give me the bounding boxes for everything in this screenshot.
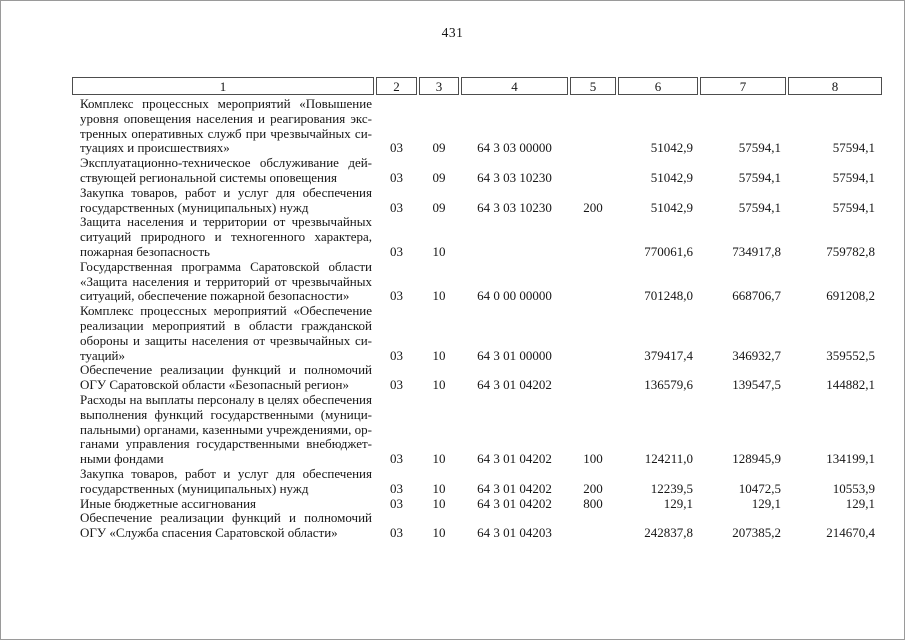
cell-col3: 10 xyxy=(432,243,446,259)
cell-name xyxy=(72,363,374,393)
name-line: реализации мероприятий в области гражданской xyxy=(80,317,372,333)
column-header-7: 7 xyxy=(700,77,786,95)
cell-col3: 10 xyxy=(432,377,446,393)
cell-name xyxy=(72,156,374,186)
cell-name xyxy=(72,467,374,497)
cell-col4: 64 0 00 00000 xyxy=(477,288,552,304)
cell-col3: 10 xyxy=(432,451,446,467)
name-line: ОГУ Саратовской области «Безопасный регион» xyxy=(80,377,350,393)
name-line: туациях и происшествиях» xyxy=(80,140,230,156)
cell-col4: 64 3 01 04202 xyxy=(477,451,552,467)
cell-col4: 64 3 01 04202 xyxy=(477,495,552,511)
cell-col5 xyxy=(570,511,616,541)
cell-col5 xyxy=(570,363,616,393)
name-line: ситуаций природного и техногенного характера, xyxy=(80,229,372,245)
column-header-6: 6 xyxy=(618,77,698,95)
name-line: Эксплуатационно-техническое обслуживание дей- xyxy=(80,155,372,171)
cell-col6: 379417,4 xyxy=(644,347,693,363)
table-row xyxy=(72,95,882,156)
name-line: тренных оперативных служб при чрезвычайных си- xyxy=(80,125,372,141)
cell-col7: 346932,7 xyxy=(732,347,781,363)
name-line: уровня оповещения населения и реагирования экс- xyxy=(80,110,372,126)
cell-name xyxy=(72,304,374,363)
cell-col7: 10472,5 xyxy=(738,480,781,496)
column-header-3: 3 xyxy=(419,77,459,95)
cell-col3: 10 xyxy=(432,525,446,541)
cell-name xyxy=(72,511,374,541)
column-header-5: 5 xyxy=(570,77,616,95)
cell-col2: 03 xyxy=(390,347,403,363)
cell-col2: 03 xyxy=(390,243,403,259)
table-row xyxy=(72,304,882,363)
cell-col3: 09 xyxy=(432,199,446,215)
cell-col5 xyxy=(570,215,616,259)
name-line: ганами управления государственными внебюджет- xyxy=(80,436,372,452)
cell-col8: 759782,8 xyxy=(826,243,875,259)
cell-col8: 129,1 xyxy=(845,495,875,511)
column-header-8: 8 xyxy=(788,77,882,95)
table-row xyxy=(72,363,882,393)
name-line: выполнения функций государственными (муници- xyxy=(80,406,372,422)
cell-col6: 129,1 xyxy=(663,495,693,511)
cell-name xyxy=(72,95,374,156)
table-row xyxy=(72,511,882,541)
table-header-row xyxy=(72,77,882,95)
cell-col5: 800 xyxy=(583,495,603,511)
cell-col6: 124211,0 xyxy=(644,451,693,467)
cell-col3: 10 xyxy=(432,288,446,304)
cell-name xyxy=(72,260,374,304)
name-line: ными фондами xyxy=(80,451,164,467)
name-line: ОГУ «Служба спасения Саратовской области» xyxy=(80,525,338,541)
cell-col5: 200 xyxy=(583,199,603,215)
cell-col2: 03 xyxy=(390,525,403,541)
cell-name xyxy=(72,393,374,467)
table-row xyxy=(72,156,882,186)
table-row xyxy=(72,215,882,259)
column-header-1: 1 xyxy=(72,77,374,95)
cell-col6: 51042,9 xyxy=(650,199,693,215)
name-line: Комплекс процессных мероприятий «Повышение xyxy=(80,96,372,111)
cell-col6: 51042,9 xyxy=(650,140,693,156)
cell-col7: 129,1 xyxy=(751,495,781,511)
cell-col4: 64 3 03 10230 xyxy=(477,199,552,215)
cell-col5 xyxy=(570,304,616,363)
cell-col8: 57594,1 xyxy=(832,199,875,215)
cell-col3: 09 xyxy=(432,169,446,185)
cell-col6: 51042,9 xyxy=(650,169,693,185)
name-line: пальными) органами, казенными учреждениями, ор- xyxy=(80,421,372,437)
cell-col5 xyxy=(570,156,616,186)
cell-col3: 10 xyxy=(432,347,446,363)
name-line: Закупка товаров, работ и услуг для обеспечения xyxy=(80,184,372,200)
cell-col8: 57594,1 xyxy=(832,169,875,185)
cell-col4: 64 3 01 04202 xyxy=(477,377,552,393)
name-line: Обеспечение реализации функций и полномочий xyxy=(80,362,372,378)
cell-col5 xyxy=(570,260,616,304)
cell-col2: 03 xyxy=(390,495,403,511)
cell-col6: 242837,8 xyxy=(644,525,693,541)
cell-name xyxy=(72,497,374,512)
table-row xyxy=(72,186,882,216)
cell-name xyxy=(72,215,374,259)
cell-col6: 770061,6 xyxy=(644,243,693,259)
table-row xyxy=(72,260,882,304)
name-line: государственных (муниципальных) нужд xyxy=(80,480,309,496)
cell-col7: 139547,5 xyxy=(732,377,781,393)
cell-col4: 64 3 01 04203 xyxy=(477,525,552,541)
cell-col6: 701248,0 xyxy=(644,288,693,304)
cell-col8: 214670,4 xyxy=(826,525,875,541)
cell-name xyxy=(72,186,374,216)
cell-col5: 200 xyxy=(583,480,603,496)
cell-col7: 207385,2 xyxy=(732,525,781,541)
table-row xyxy=(72,497,882,512)
cell-col4: 64 3 03 10230 xyxy=(477,169,552,185)
cell-col3: 09 xyxy=(432,140,446,156)
cell-col7: 668706,7 xyxy=(732,288,781,304)
cell-col2: 03 xyxy=(390,451,403,467)
cell-col7: 734917,8 xyxy=(732,243,781,259)
cell-col8: 144882,1 xyxy=(826,377,875,393)
cell-col2: 03 xyxy=(390,288,403,304)
cell-col7: 128945,9 xyxy=(732,451,781,467)
cell-col2: 03 xyxy=(390,480,403,496)
cell-col8: 359552,5 xyxy=(826,347,875,363)
name-line: Комплекс процессных мероприятий «Обеспечение xyxy=(80,303,372,319)
name-line: пожарная безопасность xyxy=(80,243,210,259)
name-line: ситуаций, обеспечение пожарной безопасности» xyxy=(80,288,350,304)
name-line: Расходы на выплаты персоналу в целях обеспечения xyxy=(80,391,372,407)
name-line: «Защита населения и территорий от чрезвычайных xyxy=(80,273,372,289)
cell-col8: 57594,1 xyxy=(832,140,875,156)
cell-col3: 10 xyxy=(432,480,446,496)
cell-col4 xyxy=(461,215,568,259)
cell-col8: 691208,2 xyxy=(826,288,875,304)
cell-col2: 03 xyxy=(390,169,403,185)
cell-col5: 100 xyxy=(583,451,603,467)
cell-col7: 57594,1 xyxy=(738,199,781,215)
cell-col6: 136579,6 xyxy=(644,377,693,393)
table-body xyxy=(72,95,882,541)
cell-col8: 134199,1 xyxy=(826,451,875,467)
page-number: 431 xyxy=(441,25,464,40)
cell-col5 xyxy=(570,95,616,156)
cell-col6: 12239,5 xyxy=(650,480,693,496)
name-line: обороны и защиты населения от чрезвычайных си- xyxy=(80,332,372,348)
cell-col4: 64 3 01 00000 xyxy=(477,347,552,363)
name-line: ствующей региональной системы оповещения xyxy=(80,169,337,185)
name-line: Государственная программа Саратовской области xyxy=(80,258,372,274)
cell-col3: 10 xyxy=(432,495,446,511)
cell-col4: 64 3 03 00000 xyxy=(477,140,552,156)
cell-col2: 03 xyxy=(390,199,403,215)
table-row xyxy=(72,467,882,497)
name-line: Иные бюджетные ассигнования xyxy=(80,495,257,511)
name-line: государственных (муниципальных) нужд xyxy=(80,199,309,215)
column-header-2: 2 xyxy=(376,77,417,95)
budget-table xyxy=(70,77,884,541)
column-header-4: 4 xyxy=(461,77,568,95)
name-line: Обеспечение реализации функций и полномочий xyxy=(80,510,372,526)
name-line: Защита населения и территории от чрезвычайных xyxy=(80,214,372,230)
cell-col8: 10553,9 xyxy=(832,480,875,496)
cell-col7: 57594,1 xyxy=(738,140,781,156)
table-row xyxy=(72,393,882,467)
name-line: туаций» xyxy=(80,347,125,363)
name-line: Закупка товаров, работ и услуг для обеспечения xyxy=(80,465,372,481)
cell-col4: 64 3 01 04202 xyxy=(477,480,552,496)
cell-col7: 57594,1 xyxy=(738,169,781,185)
cell-col2: 03 xyxy=(390,140,403,156)
cell-col2: 03 xyxy=(390,377,403,393)
